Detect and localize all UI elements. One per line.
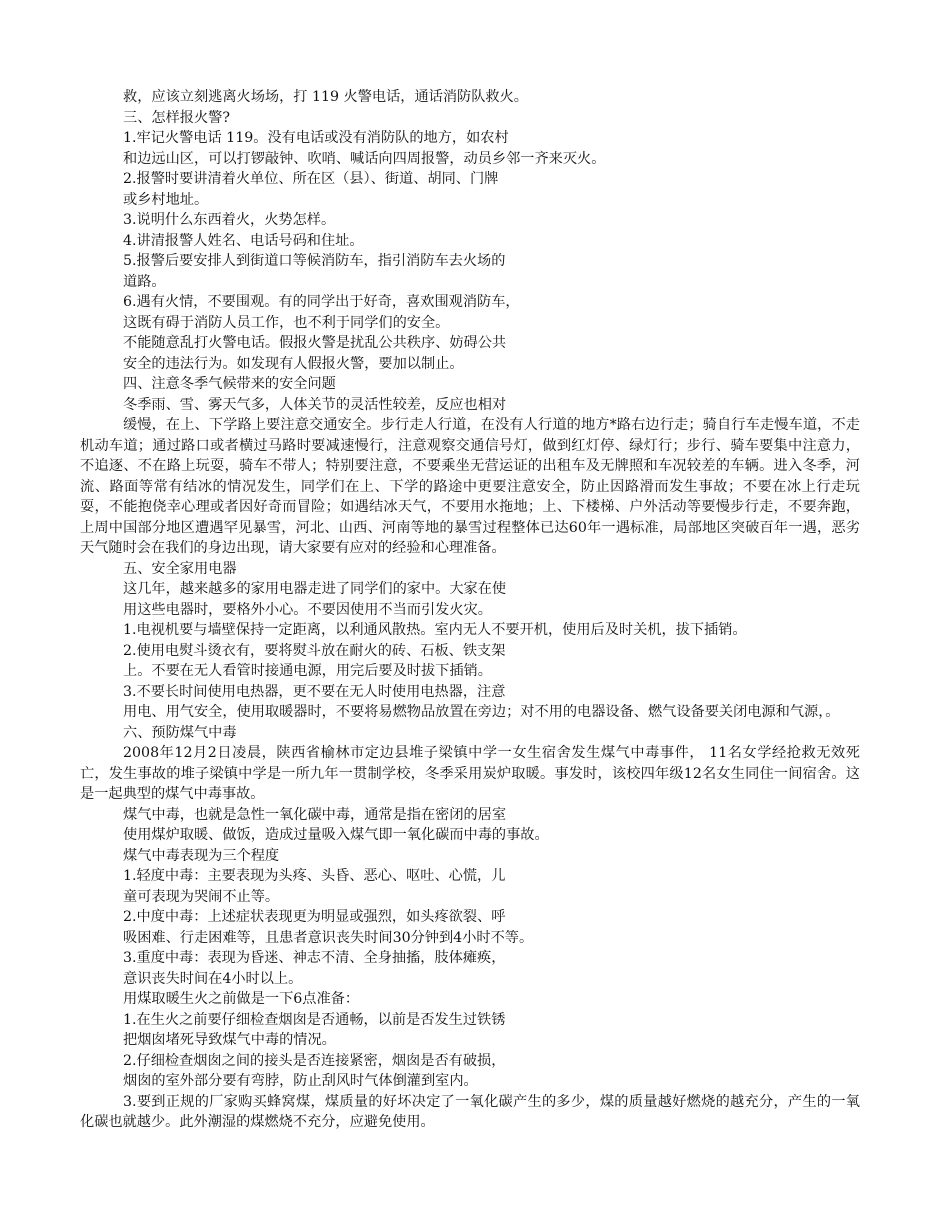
- paragraph-line: 5.报警后要安排人到街道口等候消防车，指引消防车去火场的: [123, 253, 506, 269]
- paragraph-line: 用煤取暖生火之前做是一下6点准备：: [123, 991, 360, 1007]
- paragraph-block: 3.要到正规的厂家购买蜂窝煤，煤质量的好坏决定了一氧化碳产生的多少，煤的质量越好燃烧的越充分，产生的一氧化碳也就越少。此外潮湿的煤燃烧不充分，应避免使用。: [80, 1093, 860, 1130]
- paragraph-block: 用电、用气安全，使用取暖器时，不要将易燃物品放置在旁边；对不用的电器设备、燃气设备要关闭电源和气源，。: [123, 704, 840, 720]
- paragraph-line: 3.重度中毒：表现为昏迷、神志不清、全身抽搐，肢体瘫痪，: [123, 950, 506, 966]
- paragraph-line: 煤气中毒表现为三个程度: [123, 847, 280, 864]
- paragraph-line: 不能随意乱打火警电话。假报火警是扰乱公共秩序、妨碍公共: [123, 335, 507, 351]
- section-heading: 六、预防煤气中毒: [123, 724, 237, 741]
- paragraph-line: 和边远山区，可以打锣敲钟、吹哨、喊话向四周报警，动员乡邻一齐来灭火。: [123, 150, 606, 167]
- paragraph-line: 2.中度中毒：上述症状表现更为明显或强烈，如头疼欲裂、呼: [123, 909, 506, 925]
- paragraph-line: 这既有碍于消防人员工作，也不利于同学们的安全。: [123, 314, 450, 331]
- paragraph-line: 2.仔细检查烟囱之间的接头是否连接紧密，烟囱是否有破损，: [123, 1052, 506, 1069]
- section-heading: 三、怎样报火警?: [123, 109, 230, 126]
- section-heading: 五、安全家用电器: [123, 560, 237, 577]
- paragraph-line: 童可表现为哭闹不止等。: [123, 888, 280, 905]
- paragraph-line: 吸困难、行走困难等，且患者意识丧失时间30分钟到4小时不等。: [123, 929, 534, 946]
- paragraph-line: 烟囱的室外部分要有弯脖，防止刮风时气体倒灌到室内。: [123, 1073, 478, 1089]
- paragraph-line: 1.在生火之前要仔细检查烟囱是否通畅，以前是否发生过铁锈: [123, 1011, 506, 1028]
- paragraph-line: 这几年，越来越多的家用电器走进了同学们的家中。大家在使: [123, 581, 507, 597]
- paragraph-line: 3.不要长时间使用电热器，更不要在无人时使用电热器，注意: [123, 683, 506, 700]
- paragraph-line: 使用煤炉取暖、做饭，造成过量吸入煤气即一氧化碳而中毒的事故。: [123, 827, 549, 843]
- document-body: [80, 87, 860, 1133]
- paragraph-line: 意识丧失时间在4小时以上。: [123, 970, 303, 987]
- paragraph-line: 3.说明什么东西着火，火势怎样。: [123, 212, 336, 228]
- paragraph-line: 1.电视机要与墙壁保持一定距离，以利通风散热。室内无人不要开机，使用后及时关机，拔下插销。: [123, 622, 747, 638]
- paragraph-line: 或乡村地址。: [123, 191, 209, 208]
- paragraph-line: 2.使用电熨斗烫衣有，要将熨斗放在耐火的砖、石板、铁支架: [123, 642, 506, 659]
- paragraph-line: 把烟囱堵死导致煤气中毒的情况。: [123, 1032, 336, 1048]
- paragraph-line: 救，应该立刻逃离火场场，打 119 火警电话，通话消防队救火。: [123, 89, 528, 105]
- paragraph-line: 1.牢记火警电话 119。没有电话或没有消防队的地方，如农村: [123, 130, 509, 146]
- paragraph-line: 用这些电器时，要格外小心。不要因使用不当而引发火灾。: [123, 601, 492, 618]
- paragraph-line: 上。不要在无人看管时接通电源，用完后要及时拔下插销。: [123, 663, 492, 679]
- paragraph-line: 煤气中毒，也就是急性一氧化碳中毒，通常是指在密闭的居室: [123, 806, 507, 823]
- paragraph-line: 冬季雨、雪、雾天气多，人体关节的灵活性较差，反应也相对: [123, 396, 507, 413]
- paragraph-block: 2008年12月2日凌晨，陕西省榆林市定边县堆子梁镇中学一女生宿舍发生煤气中毒事件， 11名女学经抢救无效死亡，发生事故的堆子梁镇中学是一所九年一贯制学校，冬季采用炭炉取暖。事发时，该校四年级12名女生同住一间宿舍。这是一起典型的煤气中毒事故。: [80, 745, 860, 802]
- paragraph-line: 4.讲清报警人姓名、电话号码和住址。: [123, 232, 364, 249]
- paragraph-line: 道路。: [123, 273, 166, 290]
- paragraph-line: 2.报警时要讲清着火单位、所在区（县）、街道、胡同、门牌: [123, 171, 499, 187]
- paragraph-line: 安全的违法行为。如发现有人假报火警，要加以制止。: [123, 355, 464, 372]
- paragraph-line: 1.轻度中毒：主要表现为头疼、头昏、恶心、呕吐、心慌，儿: [123, 868, 506, 884]
- section-heading: 四、注意冬季气候带来的安全问题: [123, 376, 336, 392]
- paragraph-line: 6.遇有火情，不要围观。有的同学出于好奇，喜欢围观消防车，: [123, 294, 520, 310]
- paragraph-block: 缓慢，在上、下学路上要注意交通安全。步行走人行道，在没有人行道的地方*路右边行走；骑自行车走慢车道，不走机动车道；通过路口或者横过马路时要减速慢行，注意观察交通信号灯，做到红灯停、绿灯行；步行、骑车要集中注意力，不追逐、不在路上玩耍，骑车不带人；特别要注意，不要乘坐无营运证的出租车及无牌照和车况较差的车辆。进入冬季，河流、路面等常有结冰的情况发生，同学们在上、下学的路途中更要注意安全，防止因路滑而发生事故；不要在冰上行走玩耍，不能抱侥幸心理或者因好奇而冒险；如遇结冰天气，不要用水拖地；上、下楼梯、户外活动等要慢步行走，不要奔跑，上周中国部分地区遭遇罕见暴雪，河北、山西、河南等地的暴雪过程整体已达60年一遇标准，局部地区突破百年一遇，恶劣天气随时会在我们的身边出现，请大家要有应对的经验和心理准备。: [80, 417, 860, 556]
